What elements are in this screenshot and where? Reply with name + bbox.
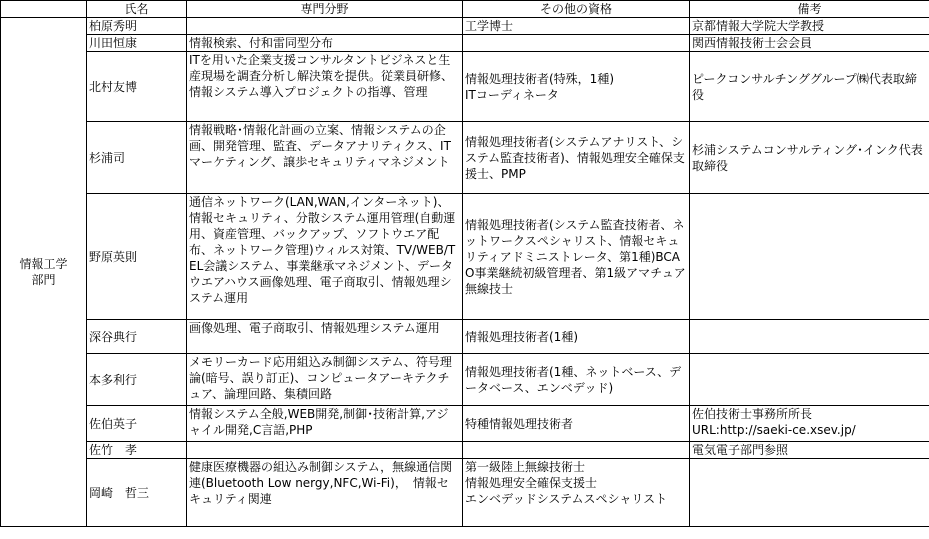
quals-cell: [463, 35, 690, 52]
quals-cell: 第一級陸上無線技術士 情報処理安全確保支援士 エンベデッドシステムスペシャリスト: [463, 459, 690, 527]
field-cell: 情報戦略･情報化計画の立案、情報システムの企画、開発管理、監査、データアナリティクス、ITマーケティング、譲歩セキュリティマネジメント: [187, 122, 463, 194]
table-row: [1, 406, 929, 442]
quals-cell: 情報処理技術者(システム監査技術者、ネットワークスペシャリスト、情報セキュリティアドミニストレータ、第1種)BCAO事業継続初級管理者、第1級アマチュア無線技士: [463, 194, 690, 320]
header-row: [1, 1, 929, 18]
table-row: [1, 442, 929, 459]
name-cell: 柏原秀明: [87, 18, 187, 35]
notes-cell: ピークコンサルチンググループ㈱代表取締役: [690, 52, 929, 122]
field-cell: [187, 442, 463, 459]
notes-cell: 佐伯技術士事務所所長 URL:http://saeki-ce.xsev.jp/: [690, 406, 929, 442]
quals-cell: 情報処理技術者(システムアナリスト、システム監査技術者)、情報処理安全確保支援士、PMP: [463, 122, 690, 194]
name-cell: 野原英則: [87, 194, 187, 320]
notes-cell: 関西情報技術士会会員: [690, 35, 929, 52]
header-field: 専門分野: [187, 1, 463, 18]
quals-cell: 情報処理技術者(特殊，1種) ITコーディネータ: [463, 52, 690, 122]
field-cell: メモリーカード応用組込み制御システム、符号理論(暗号、誤り訂正)、コンピュータアーキテクチュア、論理回路、集積回路: [187, 354, 463, 406]
field-cell: 画像処理、電子商取引、情報処理システム運用: [187, 320, 463, 354]
notes-cell: 杉浦システムコンサルティング･インク代表取締役: [690, 122, 929, 194]
table-row: [1, 122, 929, 194]
notes-cell: [690, 459, 929, 527]
header-name: 氏名: [87, 1, 187, 18]
table-row: [1, 459, 929, 527]
field-cell: 通信ネットワーク(LAN,WAN,インターネット)、情報セキュリティ、分散システム運用管理(自動運用、資産管理、バックアップ、ソフトウエア配布、ネットワーク管理)ウィルス対策、TV/WEB/TEL会議システム、事業継承マネジメント、データウエアハウス画像処理、電子商取引、情報処理システム運用: [187, 194, 463, 320]
quals-cell: 工学博士: [463, 18, 690, 35]
table-row: [1, 320, 929, 354]
notes-cell: [690, 354, 929, 406]
table-row: [1, 35, 929, 52]
header-quals: その他の資格: [463, 1, 690, 18]
table-row: [1, 52, 929, 122]
field-cell: [187, 18, 463, 35]
table-row: [1, 194, 929, 320]
table-row: [1, 354, 929, 406]
name-cell: 佐竹 孝: [87, 442, 187, 459]
field-cell: 情報検索、付和雷同型分布: [187, 35, 463, 52]
notes-cell: [690, 194, 929, 320]
name-cell: 佐伯英子: [87, 406, 187, 442]
field-cell: ITを用いた企業支援コンサルタントビジネスと生産現場を調査分析し解決策を提供。従業員研修、情報システム導入プロジェクトの指導、管理: [187, 52, 463, 122]
header-dept: [1, 1, 87, 18]
name-cell: 杉浦司: [87, 122, 187, 194]
quals-cell: 情報処理技術者(1種): [463, 320, 690, 354]
name-cell: 深谷典行: [87, 320, 187, 354]
name-cell: 北村友博: [87, 52, 187, 122]
notes-cell: 電気電子部門参照: [690, 442, 929, 459]
field-cell: 健康医療機器の組込み制御システム，無線通信関連(Bluetooth Low nergy,NFC,Wi-Fi)， 情報セキュリティ関連: [187, 459, 463, 527]
name-cell: 川田恒康: [87, 35, 187, 52]
field-cell: 情報システム全般,WEB開発,制御･技術計算,アジャイル開発,C言語,PHP: [187, 406, 463, 442]
table-row: [1, 18, 929, 35]
department-cell: 情報工学 部門: [1, 18, 87, 527]
notes-cell: 京都情報大学院大学教授: [690, 18, 929, 35]
quals-cell: 情報処理技術者(1種、ネットベース、データベース、エンベデッド): [463, 354, 690, 406]
notes-cell: [690, 320, 929, 354]
quals-cell: [463, 442, 690, 459]
name-cell: 本多利行: [87, 354, 187, 406]
name-cell: 岡崎 哲三: [87, 459, 187, 527]
header-notes: 備考: [690, 1, 929, 18]
quals-cell: 特種情報処理技術者: [463, 406, 690, 442]
